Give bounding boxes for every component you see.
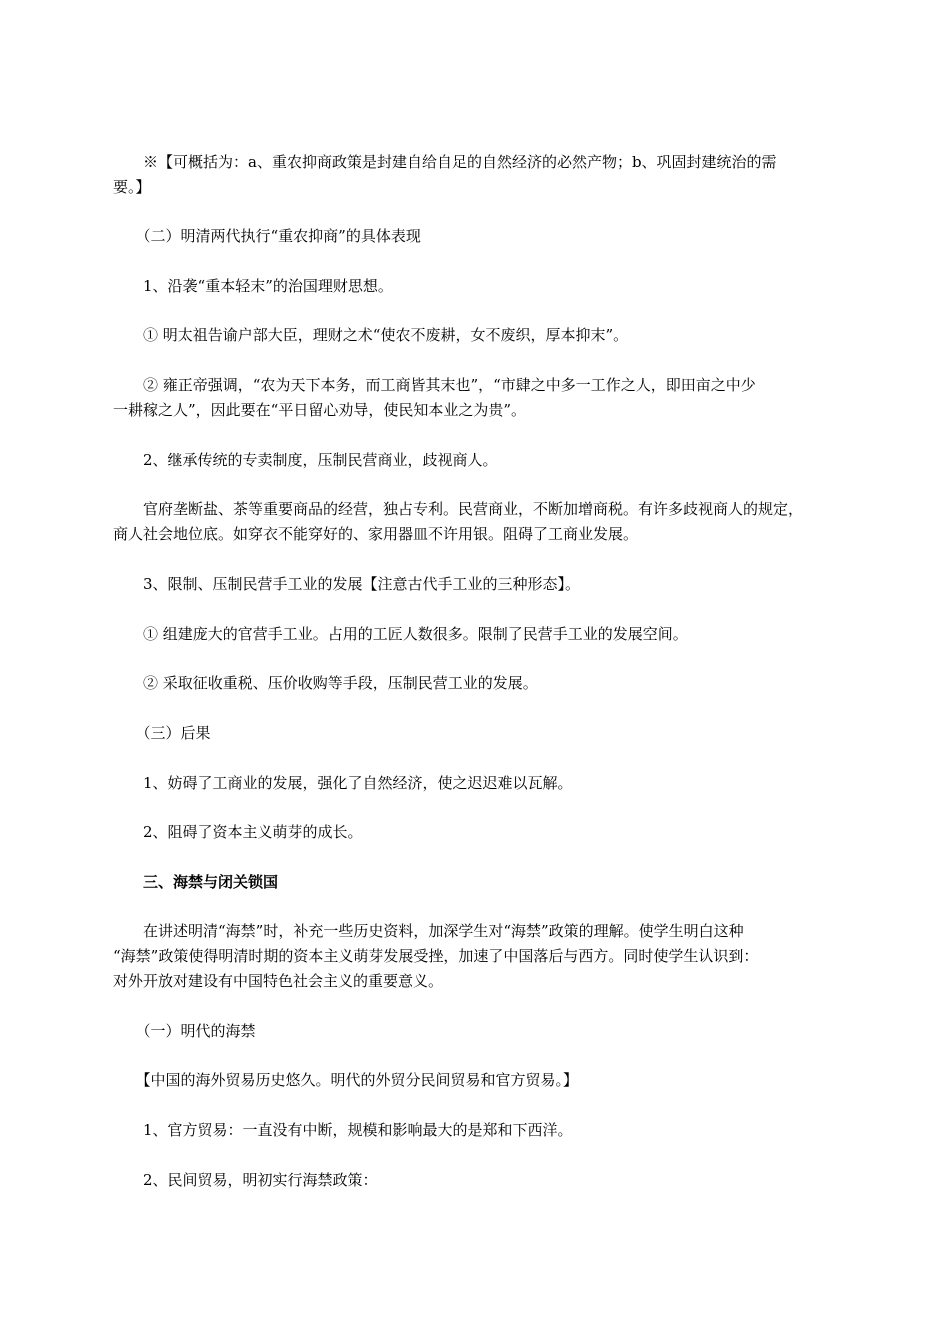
text-line: 1、妨碍了工商业的发展，强化了自然经济，使之迟迟难以瓦解。 xyxy=(113,774,573,792)
text-line: 【中国的海外贸易历史悠久。明代的外贸分民间贸易和官方贸易。】 xyxy=(113,1071,579,1089)
list-item-2 xyxy=(113,1168,837,1193)
sub-item-1 xyxy=(113,323,837,348)
text-line: 1、官方贸易：一直没有中断，规模和影响最大的是郑和下西洋。 xyxy=(113,1121,573,1139)
text-line: 三、海禁与闭关锁国 xyxy=(113,873,279,891)
text-line: ① 组建庞大的官营手工业。占用的工匠人数很多。限制了民营手工业的发展空间。 xyxy=(113,625,688,643)
text-line: 在讲述明清“海禁”时，补充一些历史资料，加深学生对“海禁”政策的理解。使学生明白这种 xyxy=(113,922,744,940)
text-line: 一耕稼之人”，因此要在“平日留心劝导，使民知本业之为贵”。 xyxy=(113,401,527,419)
text-line: （一）明代的海禁 xyxy=(113,1022,256,1040)
text-line: ※【可概括为：a、重农抑商政策是封建自给自足的自然经济的必然产物；b、巩固封建统治的需 xyxy=(113,153,777,171)
sub-item-2 xyxy=(113,373,837,423)
text-line: 要。】 xyxy=(113,178,151,196)
list-item-2 xyxy=(113,820,837,845)
text-line: （三）后果 xyxy=(113,724,211,742)
text-line: 1、沿袭“重本轻末”的治国理财思想。 xyxy=(113,277,393,295)
text-line: 2、民间贸易，明初实行海禁政策： xyxy=(113,1171,378,1189)
text-line: 2、继承传统的专卖制度，压制民营商业，歧视商人。 xyxy=(113,451,498,469)
section-heading-2 xyxy=(113,224,837,249)
list-item-1 xyxy=(113,771,837,796)
paragraph-summary-note xyxy=(113,150,837,200)
text-line: “海禁”政策使得明清时期的资本主义萌芽发展受挫，加速了中国落后与西方。同时使学生认识到： xyxy=(113,947,759,965)
text-line: ② 雍正帝强调，“农为天下本务，而工商皆其末也”，“市肆之中多一工作之人，即田亩之中少 xyxy=(113,376,756,394)
list-item-3 xyxy=(113,572,837,597)
sub-item-1 xyxy=(113,622,837,647)
list-item-1 xyxy=(113,274,837,299)
text-line: ① 明太祖告谕户部大臣，理财之术“使农不废耕，女不废织，厚本抑末”。 xyxy=(113,326,629,344)
list-item-2 xyxy=(113,448,837,473)
chapter-heading xyxy=(113,870,837,895)
paragraph-trade-note xyxy=(113,1068,837,1093)
text-line: （二）明清两代执行“重农抑商”的具体表现 xyxy=(113,227,421,245)
section-heading-3 xyxy=(113,721,837,746)
paragraph-monopoly xyxy=(113,497,837,547)
text-line: 2、阻碍了资本主义萌芽的成长。 xyxy=(113,823,363,841)
section-heading-1 xyxy=(113,1019,837,1044)
text-line: 商人社会地位底。如穿衣不能穿好的、家用器皿不许用银。阻碍了工商业发展。 xyxy=(113,525,639,543)
text-line: ② 采取征收重税、压价收购等手段，压制民营工业的发展。 xyxy=(113,674,538,692)
text-line: 官府垄断盐、茶等重要商品的经营，独占专利。民营商业，不断加增商税。有许多歧视商人的规定， xyxy=(113,500,804,518)
list-item-1 xyxy=(113,1118,837,1143)
text-line: 3、限制、压制民营手工业的发展【注意古代手工业的三种形态】。 xyxy=(113,575,581,593)
paragraph-haijin-intro xyxy=(113,919,837,994)
text-line: 对外开放对建设有中国特色社会主义的重要意义。 xyxy=(113,972,444,990)
sub-item-2 xyxy=(113,671,837,696)
